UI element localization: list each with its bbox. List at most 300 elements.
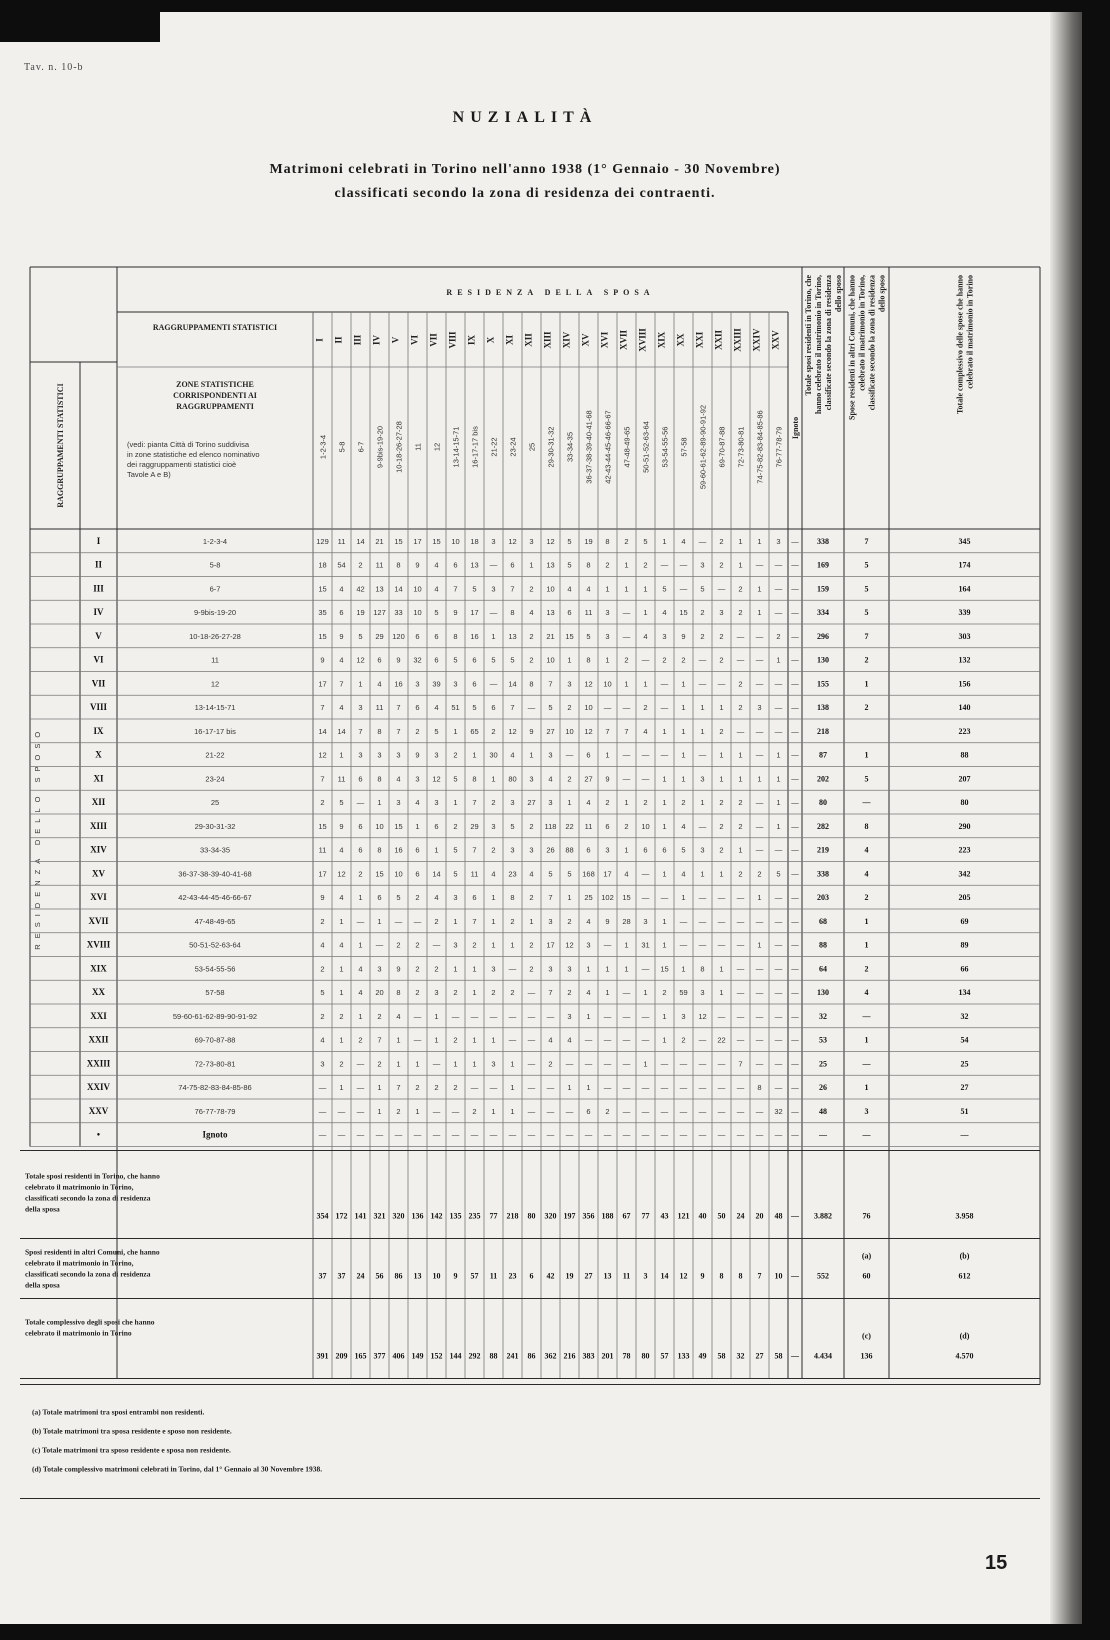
total-3-cell: 69: [960, 916, 969, 926]
table-cell: 2: [738, 679, 743, 689]
table-cell: 3: [358, 750, 363, 760]
table-cell: 4: [491, 869, 496, 879]
table-cell: 2: [453, 821, 458, 831]
column-zone-2: 5-8: [337, 441, 347, 453]
page-number: 15: [985, 1552, 1008, 1574]
footnote-4: (d) Totale complessivo matrimoni celebrati in Torino, dal 1° Gennaio al 30 Novembre 1938.: [32, 1464, 323, 1474]
total-3-cell: 134: [958, 988, 971, 998]
table-cell: 4: [377, 679, 382, 689]
totals-cell: 57: [470, 1271, 479, 1281]
table-cell: 9: [339, 821, 344, 831]
page-title: NUZIALITÀ: [452, 109, 598, 126]
ignoto-cell: —: [791, 1106, 799, 1116]
totals-cell: 356: [582, 1211, 595, 1221]
table-cell: —: [717, 584, 726, 594]
total-2-cell: 1: [864, 1035, 869, 1045]
table-cell: —: [679, 1106, 688, 1116]
table-cell: —: [660, 703, 669, 713]
ignoto-cell: —: [791, 584, 799, 594]
table-cell: —: [641, 1011, 650, 1021]
table-cell: 2: [662, 988, 667, 998]
table-cell: —: [698, 916, 707, 926]
table-cell: 1: [415, 821, 420, 831]
row-zone-25: 76-77-78-79: [194, 1106, 236, 1116]
table-cell: 10: [451, 536, 460, 546]
table-cell: 1: [339, 964, 344, 974]
table-cell: 2: [320, 964, 325, 974]
raggr-vertical-label: RAGGRUPPAMENTI STATISTICI: [56, 383, 65, 508]
totals-cell: 6: [529, 1271, 534, 1281]
table-cell: —: [413, 1130, 422, 1140]
row-zone-26: Ignoto: [202, 1129, 228, 1140]
row-label-1: I: [96, 535, 101, 546]
table-cell: 11: [470, 869, 479, 879]
table-cell: —: [451, 1011, 460, 1021]
column-roman-I: I: [314, 338, 325, 342]
table-cell: 2: [491, 845, 496, 855]
total-1-cell: 338: [817, 536, 829, 546]
totals-cell: 8: [738, 1271, 743, 1281]
table-cell: 19: [356, 608, 365, 618]
totals-cell: 80: [527, 1211, 536, 1221]
table-cell: 3: [757, 703, 762, 713]
table-cell: 2: [529, 964, 534, 974]
table-cell: —: [679, 1130, 688, 1140]
table-cell: 4: [529, 869, 534, 879]
table-cell: 12: [432, 774, 441, 784]
zone-heading-line: RAGGRUPPAMENTI: [176, 402, 254, 411]
column-roman-XII: XII: [523, 333, 534, 347]
table-cell: 2: [415, 1083, 420, 1093]
table-cell: 2: [491, 988, 496, 998]
table-cell: 5: [453, 774, 458, 784]
table-cell: —: [660, 560, 669, 570]
totals-label-line: Totale complessivo degli sposi che hanno: [25, 1317, 155, 1327]
table-cell: 14: [432, 869, 441, 879]
table-cell: —: [432, 940, 441, 950]
table-cell: 2: [358, 869, 363, 879]
totals-cell: 37: [318, 1271, 327, 1281]
totals-cell: 20: [755, 1211, 764, 1221]
table-cell: —: [641, 655, 650, 665]
column-zone-7: 12: [432, 442, 442, 452]
table-cell: 14: [318, 726, 327, 736]
table-cell: 1: [529, 560, 534, 570]
totals-cell: 11: [622, 1271, 631, 1281]
table-cell: 1: [491, 940, 496, 950]
total-2-cell: 2: [864, 893, 869, 903]
table-cell: —: [755, 1106, 764, 1116]
totals-ignoto-cell: —: [791, 1271, 799, 1281]
table-cell: 2: [320, 798, 325, 808]
total-3-cell: 207: [958, 774, 971, 784]
zone-note-line: in zone statistiche ed elenco nominativo: [127, 450, 260, 459]
table-cell: 1: [738, 845, 743, 855]
totals-t3-cell: 612: [958, 1271, 971, 1281]
table-cell: 8: [510, 893, 515, 903]
table-cell: —: [546, 1130, 555, 1140]
table-cell: 1: [453, 964, 458, 974]
table-cell: 1: [453, 916, 458, 926]
totals-marker-2: (a): [861, 1251, 872, 1261]
table-cell: 30: [489, 750, 498, 760]
table-cell: —: [736, 631, 745, 641]
table-cell: 4: [320, 1035, 325, 1045]
total-column-heading-1: hanno celebrato il matrimonio in Torino,: [814, 275, 823, 415]
table-cell: —: [698, 1083, 707, 1093]
table-cell: 5: [662, 584, 667, 594]
table-cell: 1: [662, 916, 667, 926]
row-zone-14: 33-34-35: [199, 845, 231, 855]
table-cell: —: [489, 1011, 498, 1021]
table-cell: 15: [318, 584, 327, 594]
table-cell: 6: [472, 893, 477, 903]
table-cell: 2: [681, 1035, 686, 1045]
table-cell: —: [584, 1059, 593, 1069]
table-cell: 129: [316, 536, 329, 546]
table-cell: 4: [643, 726, 648, 736]
total-1-cell: 32: [819, 1011, 827, 1021]
ignoto-cell: —: [791, 1011, 799, 1021]
table-cell: 1: [624, 798, 629, 808]
total-3-cell: 345: [958, 536, 971, 546]
table-cell: 2: [415, 988, 420, 998]
table-cell: —: [565, 1130, 574, 1140]
zone-heading-line: CORRISPONDENTI AI: [173, 391, 257, 400]
total-2-cell: 5: [864, 584, 869, 594]
table-cell: —: [508, 964, 517, 974]
column-roman-XXII: XXII: [713, 329, 724, 351]
table-cell: 1: [434, 845, 439, 855]
table-cell: 1: [510, 1059, 515, 1069]
row-label-8: VIII: [89, 702, 108, 713]
totals-cell: 172: [335, 1211, 348, 1221]
table-cell: 1: [776, 774, 781, 784]
table-cell: 12: [698, 1011, 707, 1021]
column-zone-22: 69-70-87-88: [717, 426, 727, 468]
table-cell: 1: [472, 1035, 477, 1045]
column-roman-XVI: XVI: [599, 331, 610, 349]
table-cell: 1: [510, 940, 515, 950]
total-1-cell: 159: [817, 584, 829, 594]
table-cell: 5: [339, 798, 344, 808]
table-cell: —: [736, 893, 745, 903]
total-2-cell: 7: [864, 536, 869, 546]
table-cell: 17: [603, 869, 612, 879]
total-2-cell: 1: [864, 940, 869, 950]
table-cell: 7: [453, 584, 458, 594]
totals-cell: 80: [641, 1351, 650, 1361]
table-cell: 3: [548, 916, 553, 926]
table-cell: —: [603, 703, 612, 713]
table-cell: 4: [434, 703, 439, 713]
table-cell: —: [603, 1130, 612, 1140]
table-cell: —: [774, 1130, 783, 1140]
total-1-cell: 338: [817, 869, 829, 879]
table-cell: —: [660, 679, 669, 689]
table-cell: 10: [565, 726, 574, 736]
table-cell: 7: [510, 584, 515, 594]
row-label-18: XVIII: [86, 939, 111, 950]
total-column-heading-2: Spose residenti in altri Comuni, che hanno: [847, 275, 857, 420]
totals-cell: 48: [774, 1211, 783, 1221]
total-1-cell: 53: [819, 1035, 827, 1045]
column-roman-III: III: [352, 334, 363, 346]
table-cell: 9: [681, 631, 686, 641]
table-cell: 11: [337, 536, 346, 546]
column-roman-VI: VI: [409, 334, 420, 346]
table-cell: 2: [719, 798, 724, 808]
table-cell: —: [622, 1106, 631, 1116]
column-zone-5: 10-18-26-27-28: [394, 421, 404, 473]
table-cell: —: [717, 1011, 726, 1021]
totals-cell: 320: [392, 1211, 405, 1221]
table-cell: 27: [527, 798, 536, 808]
total-column-heading-2: classificate secondo la zona di residenza: [867, 275, 877, 411]
table-cell: 2: [529, 584, 534, 594]
table-cell: —: [318, 1106, 327, 1116]
table-cell: —: [641, 869, 650, 879]
table-cell: 6: [662, 845, 667, 855]
row-zone-11: 23-24: [205, 774, 225, 784]
total-3-cell: 25: [960, 1059, 969, 1069]
totals-cell: 11: [489, 1271, 498, 1281]
table-cell: 2: [377, 1011, 382, 1021]
totals-cell: 121: [677, 1211, 690, 1221]
total-1-cell: 130: [817, 988, 829, 998]
totals-cell: 86: [527, 1351, 536, 1361]
table-cell: —: [774, 916, 783, 926]
table-cell: 120: [392, 631, 405, 641]
total-column-heading-1: Totale sposi residenti in Torino, che: [804, 275, 813, 396]
table-cell: 2: [624, 821, 629, 831]
column-zone-16: 42-43-44-45-46-66-67: [603, 410, 613, 484]
table-cell: 3: [358, 703, 363, 713]
table-cell: 1: [719, 750, 724, 760]
table-cell: 15: [432, 536, 441, 546]
column-zone-17: 47-48-49-65: [622, 426, 632, 468]
totals-cell: 197: [563, 1211, 576, 1221]
table-cell: 3: [377, 750, 382, 760]
total-column-heading-3: celebrato il matrimonio in Torino: [965, 275, 975, 389]
table-cell: 3: [567, 679, 572, 689]
total-3-cell: 174: [958, 560, 971, 570]
table-cell: 1: [662, 1011, 667, 1021]
table-cell: 2: [567, 703, 572, 713]
table-cell: —: [774, 584, 783, 594]
table-cell: 1: [681, 679, 686, 689]
table-cell: 12: [508, 726, 517, 736]
table-cell: 2: [719, 726, 724, 736]
ignoto-cell: —: [791, 1130, 799, 1140]
table-cell: 12: [584, 726, 593, 736]
totals-cell: 37: [337, 1271, 346, 1281]
totals-cell: 135: [449, 1211, 462, 1221]
table-cell: 1: [339, 1035, 344, 1045]
table-cell: 1: [681, 750, 686, 760]
column-zone-19: 53-54-55-56: [660, 426, 670, 468]
column-roman-XXI: XXI: [694, 331, 705, 349]
column-zone-13: 29-30-31-32: [546, 426, 556, 468]
totals-cell: 32: [736, 1351, 745, 1361]
column-zone-1: 1-2-3-4: [318, 434, 328, 460]
total-1-cell: 68: [819, 916, 827, 926]
table-cell: —: [698, 1059, 707, 1069]
table-cell: 3: [491, 536, 496, 546]
table-cell: 1: [719, 774, 724, 784]
table-cell: 12: [546, 536, 555, 546]
table-cell: 2: [700, 608, 705, 618]
totals-cell: 13: [413, 1271, 422, 1281]
table-cell: 2: [643, 798, 648, 808]
table-cell: 2: [320, 916, 325, 926]
table-cell: 2: [738, 798, 743, 808]
table-cell: 17: [413, 536, 422, 546]
raggr-statistici-heading: RAGGRUPPAMENTI STATISTICI: [152, 323, 278, 332]
table-cell: 28: [622, 916, 631, 926]
table-cell: 1: [776, 655, 781, 665]
table-cell: 6: [415, 869, 420, 879]
table-cell: 1: [605, 988, 610, 998]
table-cell: 2: [453, 1083, 458, 1093]
table-cell: 39: [432, 679, 441, 689]
table-cell: 2: [681, 655, 686, 665]
ignoto-cell: —: [791, 964, 799, 974]
table-cell: 2: [529, 631, 534, 641]
table-cell: 26: [546, 845, 555, 855]
table-cell: 14: [394, 584, 403, 594]
table-cell: 1: [643, 584, 648, 594]
table-cell: 3: [605, 608, 610, 618]
table-cell: 3: [700, 560, 705, 570]
table-cell: —: [755, 1035, 764, 1045]
table-cell: 8: [586, 655, 591, 665]
table-cell: 1: [358, 893, 363, 903]
table-cell: —: [413, 916, 422, 926]
table-cell: 1: [472, 964, 477, 974]
table-cell: 15: [660, 964, 669, 974]
table-cell: 2: [738, 703, 743, 713]
table-cell: —: [470, 1083, 479, 1093]
table-cell: 8: [586, 560, 591, 570]
table-cell: 2: [738, 869, 743, 879]
table-cell: —: [736, 1130, 745, 1140]
table-cell: 2: [529, 940, 534, 950]
table-cell: 6: [377, 655, 382, 665]
total-3-cell: 164: [958, 584, 971, 594]
zone-heading-line: ZONE STATISTICHE: [176, 380, 254, 389]
table-cell: —: [413, 1035, 422, 1045]
table-cell: 3: [548, 750, 553, 760]
table-cell: 25: [584, 893, 593, 903]
table-cell: —: [622, 1130, 631, 1140]
table-cell: 2: [738, 821, 743, 831]
table-cell: 35: [318, 608, 327, 618]
table-cell: 2: [434, 916, 439, 926]
ignoto-cell: —: [791, 726, 799, 736]
totals-cell: 58: [717, 1351, 726, 1361]
table-cell: 2: [662, 655, 667, 665]
subtitle-line-1: Matrimoni celebrati in Torino nell'anno 1938 (1° Gennaio - 30 Novembre): [269, 162, 781, 177]
row-label-13: XIII: [89, 820, 108, 831]
ignoto-cell: —: [791, 916, 799, 926]
table-cell: —: [546, 1011, 555, 1021]
table-cell: 4: [586, 916, 591, 926]
column-roman-XIV: XIV: [561, 331, 572, 349]
total-2-cell: 1: [864, 679, 869, 689]
total-3-cell: 223: [958, 845, 971, 855]
table-cell: 6: [434, 655, 439, 665]
table-cell: 5: [491, 655, 496, 665]
table-cell: 7: [396, 726, 401, 736]
row-label-23: XXIII: [86, 1058, 111, 1069]
totals-label-line: celebrato il matrimonio in Torino,: [25, 1258, 134, 1268]
column-zone-11: 23-24: [508, 437, 518, 457]
ignoto-cell: —: [791, 940, 799, 950]
total-2-cell: 4: [864, 869, 869, 879]
totals-cell: 377: [373, 1351, 386, 1361]
totals-t2-cell: 76: [862, 1211, 871, 1221]
table-cell: 29: [470, 821, 479, 831]
table-cell: —: [717, 940, 726, 950]
table-cell: —: [470, 1130, 479, 1140]
table-cell: 5: [453, 655, 458, 665]
table-cell: 1: [605, 750, 610, 760]
table-cell: 8: [757, 1083, 762, 1093]
totals-label-line: classificati secondo la zona di residenza: [25, 1193, 151, 1203]
column-zone-4: 9-9bis-19-20: [375, 425, 385, 469]
table-cell: 2: [567, 774, 572, 784]
table-cell: —: [774, 1035, 783, 1045]
table-cell: 6: [358, 774, 363, 784]
table-cell: —: [622, 774, 631, 784]
zone-note-line: (vedi: pianta Città di Torino suddivisa: [127, 440, 250, 449]
total-3-cell: 80: [960, 798, 969, 808]
table-cell: 5: [548, 703, 553, 713]
table-cell: 7: [624, 726, 629, 736]
table-cell: —: [755, 750, 764, 760]
table-cell: 17: [318, 679, 327, 689]
table-cell: 3: [700, 988, 705, 998]
table-cell: 1: [662, 798, 667, 808]
total-2-cell: 4: [864, 988, 869, 998]
totals-cell: 354: [316, 1211, 329, 1221]
table-cell: 3: [719, 608, 724, 618]
totals-cell: 14: [660, 1271, 669, 1281]
total-3-cell: 27: [960, 1083, 969, 1093]
table-cell: 5: [453, 845, 458, 855]
ignoto-cell: —: [791, 750, 799, 760]
table-cell: 1: [586, 1011, 591, 1021]
table-cell: 1: [415, 1106, 420, 1116]
table-cell: 11: [584, 821, 593, 831]
totals-cell: 141: [354, 1211, 367, 1221]
table-cell: —: [394, 1130, 403, 1140]
total-2-cell: 5: [864, 560, 869, 570]
table-cell: 6: [377, 893, 382, 903]
totals-t1-cell: 4.434: [814, 1351, 832, 1361]
row-label-22: XXII: [88, 1034, 109, 1045]
table-cell: 11: [375, 560, 384, 570]
table-cell: 2: [415, 940, 420, 950]
table-cell: —: [413, 1011, 422, 1021]
table-cell: 2: [434, 964, 439, 974]
table-cell: 7: [605, 726, 610, 736]
row-label-25: XXV: [88, 1105, 109, 1116]
ignoto-cell: —: [791, 893, 799, 903]
table-cell: 11: [375, 703, 384, 713]
total-3-cell: 66: [960, 964, 969, 974]
